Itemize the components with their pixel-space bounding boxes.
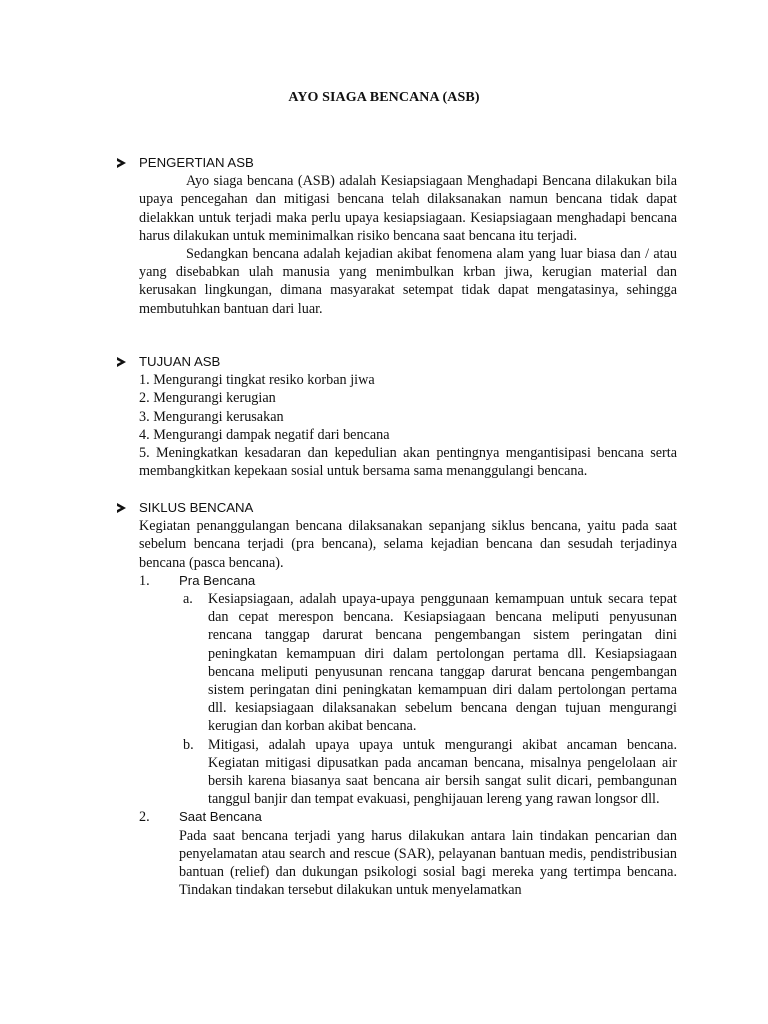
section-body bbox=[139, 517, 677, 899]
phase-pra-bencana bbox=[139, 572, 677, 590]
list-item bbox=[139, 590, 677, 736]
paragraph: Ayo siaga bencana (ASB) adalah Kesiapsiagaan Menghadapi Bencana dilakukan bila upaya pencegahan dan mitigasi bencana telah dilaksanakan namun bencana tidak dapat dielakkan untuk terjadi maka perlu upaya kesiapsiagaan. Kesiapsiagaan menghadapi bencana harus dilakukan untuk meminimalkan risiko bencana saat bencana itu terjadi. bbox=[139, 173, 677, 244]
list-item bbox=[139, 736, 677, 809]
list-item: 5. Meningkatkan kesadaran dan kepedulian akan pentingnya mengantisipasi bencana serta membangkitkan kepekaan sosial untuk bersama sama menanggulangi bencana. bbox=[139, 445, 677, 480]
section-pengertian bbox=[117, 154, 677, 318]
item-text: Mitigasi, adalah upaya upaya untuk mengurangi akibat ancaman bencana. Kegiatan mitigasi dipusatkan pada ancaman bencana, misalnya pengelolaan air bersih karena biasanya saat bencana air bersih sangat sulit dicari, pembangunan tanggul banjir dan tempat evakuasi, penghijauan lereng yang rawan longsor dll. bbox=[208, 736, 677, 808]
heading-label: PENGERTIAN ASB bbox=[139, 155, 254, 170]
section-heading bbox=[117, 154, 677, 172]
phase-saat-bencana bbox=[139, 808, 677, 826]
section-tujuan bbox=[117, 353, 677, 480]
item-marker: a. bbox=[183, 591, 193, 608]
phase-label: Saat Bencana bbox=[179, 809, 262, 825]
section-heading bbox=[117, 353, 677, 371]
arrow-bullet-icon bbox=[117, 158, 126, 168]
section-body bbox=[139, 371, 677, 480]
phase-number: 2. bbox=[139, 809, 150, 826]
heading-label: TUJUAN ASB bbox=[139, 354, 221, 369]
list-item: 1. Mengurangi tingkat resiko korban jiwa bbox=[139, 372, 375, 389]
document-title: AYO SIAGA BENCANA (ASB) bbox=[288, 90, 480, 105]
paragraph: Pada saat bencana terjadi yang harus dilakukan antara lain tindakan pencarian dan penyelamatan atau search and rescue (SAR), pelayanan bantuan medis, pendistribusian bantuan (relief) dan dukungan psikologi sosial bagi mereka yang tertimpa bencana. Tindakan tindakan tersebut dilakukan untuk menyelamatkan bbox=[179, 827, 677, 899]
arrow-bullet-icon bbox=[117, 503, 126, 513]
item-marker: b. bbox=[183, 736, 194, 753]
phase-label: Pra Bencana bbox=[179, 572, 256, 588]
section-heading bbox=[117, 499, 677, 517]
list-item: 4. Mengurangi dampak negatif dari bencana bbox=[139, 426, 390, 443]
phase-number: 1. bbox=[139, 572, 150, 589]
paragraph: Sedangkan bencana adalah kejadian akibat fenomena alam yang luar biasa dan / atau yang disebabkan ulah manusia yang menimbulkan krban jiwa, kerugian material dan kerusakan lingkungan, dimana masyarakat setempat tidak dapat mengatasinya, sehingga membutuhkan bantuan dari luar. bbox=[139, 246, 677, 317]
arrow-bullet-icon bbox=[117, 357, 126, 367]
paragraph: Kegiatan penanggulangan bencana dilaksanakan sepanjang siklus bencana, yaitu pada saat sebelum bencana terjadi (pra bencana), selama kejadian bencana dan sesudah terjadinya bencana (pasca bencana). bbox=[139, 518, 677, 571]
item-text: Kesiapsiagaan, adalah upaya-upaya penggunaan kemampuan untuk secara tepat dan cepat merespon bencana. Kesiapsiagaan bencana meliputi penyusunan rencana tanggap darurat bencana pengembangan sistem peringatan dini peningkatan kemampuan diri dalam pertolongan pertama dll. Kesiapsiagaan bencana meliputi penyusunan rencana tanggap darurat bencana pengembangan sistem peringatan dini peningkatan kemampuan diri dalam pertolongan pertama dll. kesiapsiagaan dilaksanakan sebelum bencana dengan tujuan mengurangi kerugian dan korban akibat bencana. bbox=[208, 591, 677, 735]
list-item: 3. Mengurangi kerusakan bbox=[139, 408, 284, 425]
section-body bbox=[139, 172, 677, 318]
list-item: 2. Mengurangi kerugian bbox=[139, 390, 276, 407]
section-siklus bbox=[117, 499, 677, 899]
heading-label: SIKLUS BENCANA bbox=[139, 500, 254, 515]
